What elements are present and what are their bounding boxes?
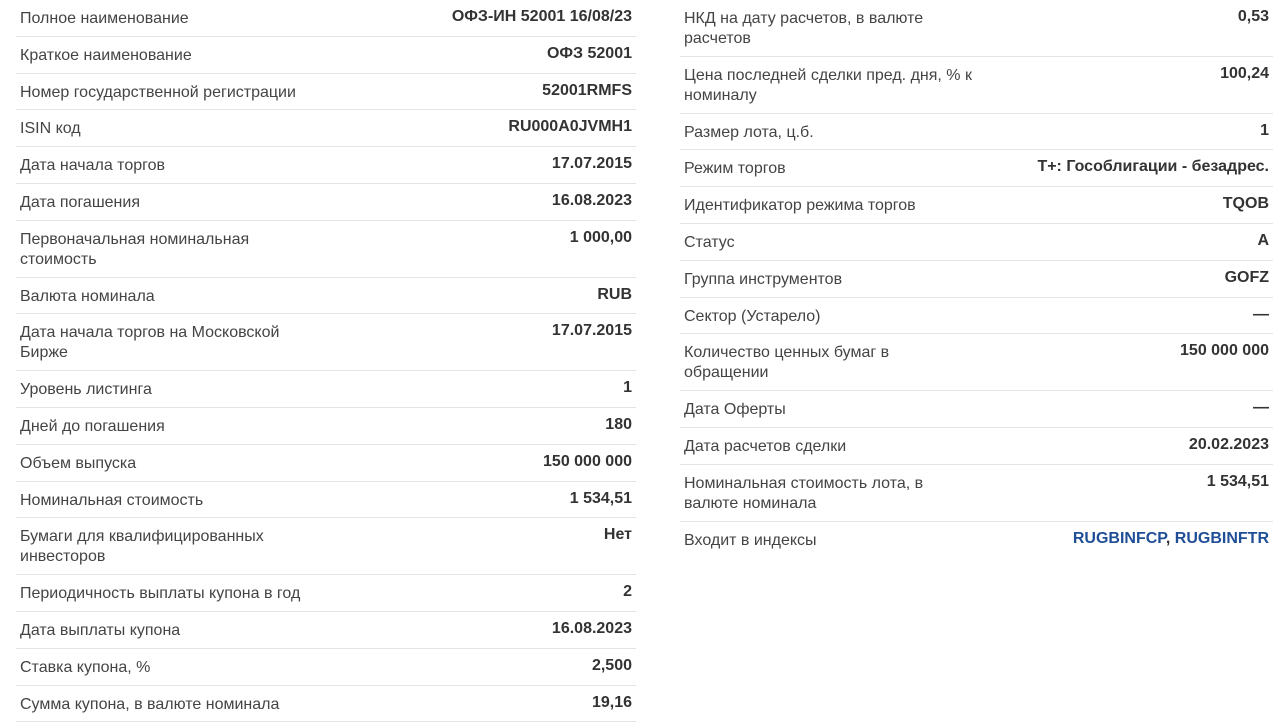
row-isin bbox=[16, 110, 636, 147]
row-indices bbox=[680, 522, 1273, 559]
row-status bbox=[680, 224, 1273, 261]
details-column-left bbox=[16, 0, 636, 722]
label-last-price: Цена последней сделки пред. дня, % к номиналу bbox=[684, 66, 972, 104]
value-lot-face-value: 1 534,51 bbox=[1206, 472, 1269, 490]
value-short-name: ОФЗ 52001 bbox=[546, 44, 632, 62]
label-coupon-amount: Сумма купона, в валюте номинала bbox=[20, 695, 280, 713]
row-board-id bbox=[680, 187, 1273, 224]
label-accrued-interest: НКД на дату расчетов, в валюте расчетов bbox=[684, 10, 924, 47]
row-trading-start-date bbox=[16, 147, 636, 184]
label-face-currency: Валюта номинала bbox=[20, 287, 155, 305]
label-registration-number: Номер государственной регистрации bbox=[20, 83, 296, 101]
label-listing-level: Уровень листинга bbox=[20, 381, 152, 399]
value-instrument-group: GOFZ bbox=[1224, 268, 1269, 286]
value-last-price: 100,24 bbox=[1220, 64, 1269, 82]
value-qualified-investors: Нет bbox=[603, 526, 632, 544]
label-settlement-date: Дата расчетов сделки bbox=[684, 437, 847, 455]
value-moex-trading-start: 17.07.2015 bbox=[551, 322, 632, 340]
value-indices bbox=[1073, 529, 1269, 549]
value-trading-start-date: 17.07.2015 bbox=[551, 155, 632, 173]
label-trading-mode: Режим торгов bbox=[684, 160, 786, 178]
value-isin: RU000A0JVMH1 bbox=[508, 118, 632, 136]
label-qualified-investors: Бумаги для квалифицированных инвесторов bbox=[20, 528, 264, 566]
label-full-name: Полное наименование bbox=[20, 10, 189, 27]
row-lot-face-value bbox=[680, 465, 1273, 522]
value-days-to-maturity: 180 bbox=[605, 415, 632, 433]
value-lot-size: 1 bbox=[1260, 121, 1269, 139]
value-offer-date: — bbox=[1253, 399, 1269, 417]
label-offer-date: Дата Оферты bbox=[684, 401, 786, 419]
row-face-value bbox=[16, 482, 636, 519]
label-status: Статус bbox=[684, 233, 735, 251]
row-full-name bbox=[16, 0, 636, 37]
label-lot-size: Размер лота, ц.б. bbox=[684, 123, 814, 141]
value-board-id: TQOB bbox=[1222, 195, 1269, 213]
row-coupon-amount bbox=[16, 686, 636, 722]
row-trading-mode bbox=[680, 150, 1273, 187]
label-indices: Входит в индексы bbox=[684, 531, 817, 549]
row-securities-outstanding bbox=[680, 334, 1273, 391]
row-instrument-group bbox=[680, 261, 1273, 298]
value-maturity-date: 16.08.2023 bbox=[551, 191, 632, 209]
row-moex-trading-start bbox=[16, 314, 636, 371]
label-trading-start-date: Дата начала торгов bbox=[20, 157, 165, 175]
row-settlement-date bbox=[680, 428, 1273, 465]
label-securities-outstanding: Количество ценных бумаг в обращении bbox=[684, 344, 890, 382]
label-face-value: Номинальная стоимость bbox=[20, 491, 204, 509]
row-short-name bbox=[16, 37, 636, 74]
value-coupon-amount: 19,16 bbox=[591, 693, 632, 711]
value-initial-face-value: 1 000,00 bbox=[569, 228, 632, 246]
row-face-currency bbox=[16, 278, 636, 315]
value-accrued-interest: 0,53 bbox=[1237, 8, 1269, 25]
label-maturity-date: Дата погашения bbox=[20, 193, 140, 211]
value-coupon-date: 16.08.2023 bbox=[551, 619, 632, 637]
value-coupon-frequency: 2 bbox=[623, 583, 632, 601]
value-issue-volume: 150 000 000 bbox=[543, 452, 632, 470]
value-face-currency: RUB bbox=[597, 285, 632, 303]
row-maturity-date bbox=[16, 184, 636, 221]
row-listing-level bbox=[16, 371, 636, 408]
value-trading-mode: Т+: Гособлигации - безадрес. bbox=[1037, 158, 1269, 176]
row-sector bbox=[680, 298, 1273, 335]
label-board-id: Идентификатор режима торгов bbox=[684, 197, 916, 215]
value-settlement-date: 20.02.2023 bbox=[1188, 435, 1269, 453]
row-qualified-investors bbox=[16, 518, 636, 575]
row-offer-date bbox=[680, 391, 1273, 428]
value-securities-outstanding: 150 000 000 bbox=[1180, 342, 1269, 360]
value-coupon-rate: 2,500 bbox=[591, 656, 632, 674]
row-lot-size bbox=[680, 114, 1273, 151]
index-link-rugbinftr[interactable]: RUGBINFTR bbox=[1174, 529, 1269, 547]
row-last-price bbox=[680, 57, 1273, 114]
label-initial-face-value: Первоначальная номинальная стоимость bbox=[20, 230, 250, 268]
index-link-rugbinfcp[interactable]: RUGBINFCP bbox=[1072, 529, 1166, 547]
label-moex-trading-start: Дата начала торгов на Московской Бирже bbox=[20, 324, 280, 362]
row-issue-volume bbox=[16, 445, 636, 482]
label-coupon-date: Дата выплаты купона bbox=[20, 621, 181, 639]
details-column-right bbox=[680, 0, 1273, 558]
row-days-to-maturity bbox=[16, 408, 636, 445]
row-coupon-date bbox=[16, 612, 636, 649]
row-coupon-frequency bbox=[16, 575, 636, 612]
value-sector: — bbox=[1253, 305, 1269, 323]
value-face-value: 1 534,51 bbox=[569, 489, 632, 507]
row-accrued-interest bbox=[680, 0, 1273, 57]
label-sector: Сектор (Устарело) bbox=[684, 307, 821, 325]
label-issue-volume: Объем выпуска bbox=[20, 454, 137, 472]
label-instrument-group: Группа инструментов bbox=[684, 270, 843, 288]
row-initial-face-value bbox=[16, 221, 636, 278]
label-coupon-frequency: Периодичность выплаты купона в год bbox=[20, 585, 301, 603]
value-registration-number: 52001RMFS bbox=[542, 81, 632, 99]
row-coupon-rate bbox=[16, 649, 636, 686]
row-registration-number bbox=[16, 74, 636, 111]
value-listing-level: 1 bbox=[623, 379, 632, 397]
label-coupon-rate: Ставка купона, % bbox=[20, 658, 151, 676]
label-short-name: Краткое наименование bbox=[20, 46, 192, 64]
label-days-to-maturity: Дней до погашения bbox=[20, 417, 165, 435]
label-lot-face-value: Номинальная стоимость лота, в валюте номинала bbox=[684, 474, 924, 512]
value-full-name: ОФЗ-ИН 52001 16/08/23 bbox=[451, 8, 632, 25]
index-separator: , bbox=[1165, 529, 1175, 547]
label-isin: ISIN код bbox=[20, 120, 81, 138]
value-status: A bbox=[1257, 231, 1269, 249]
